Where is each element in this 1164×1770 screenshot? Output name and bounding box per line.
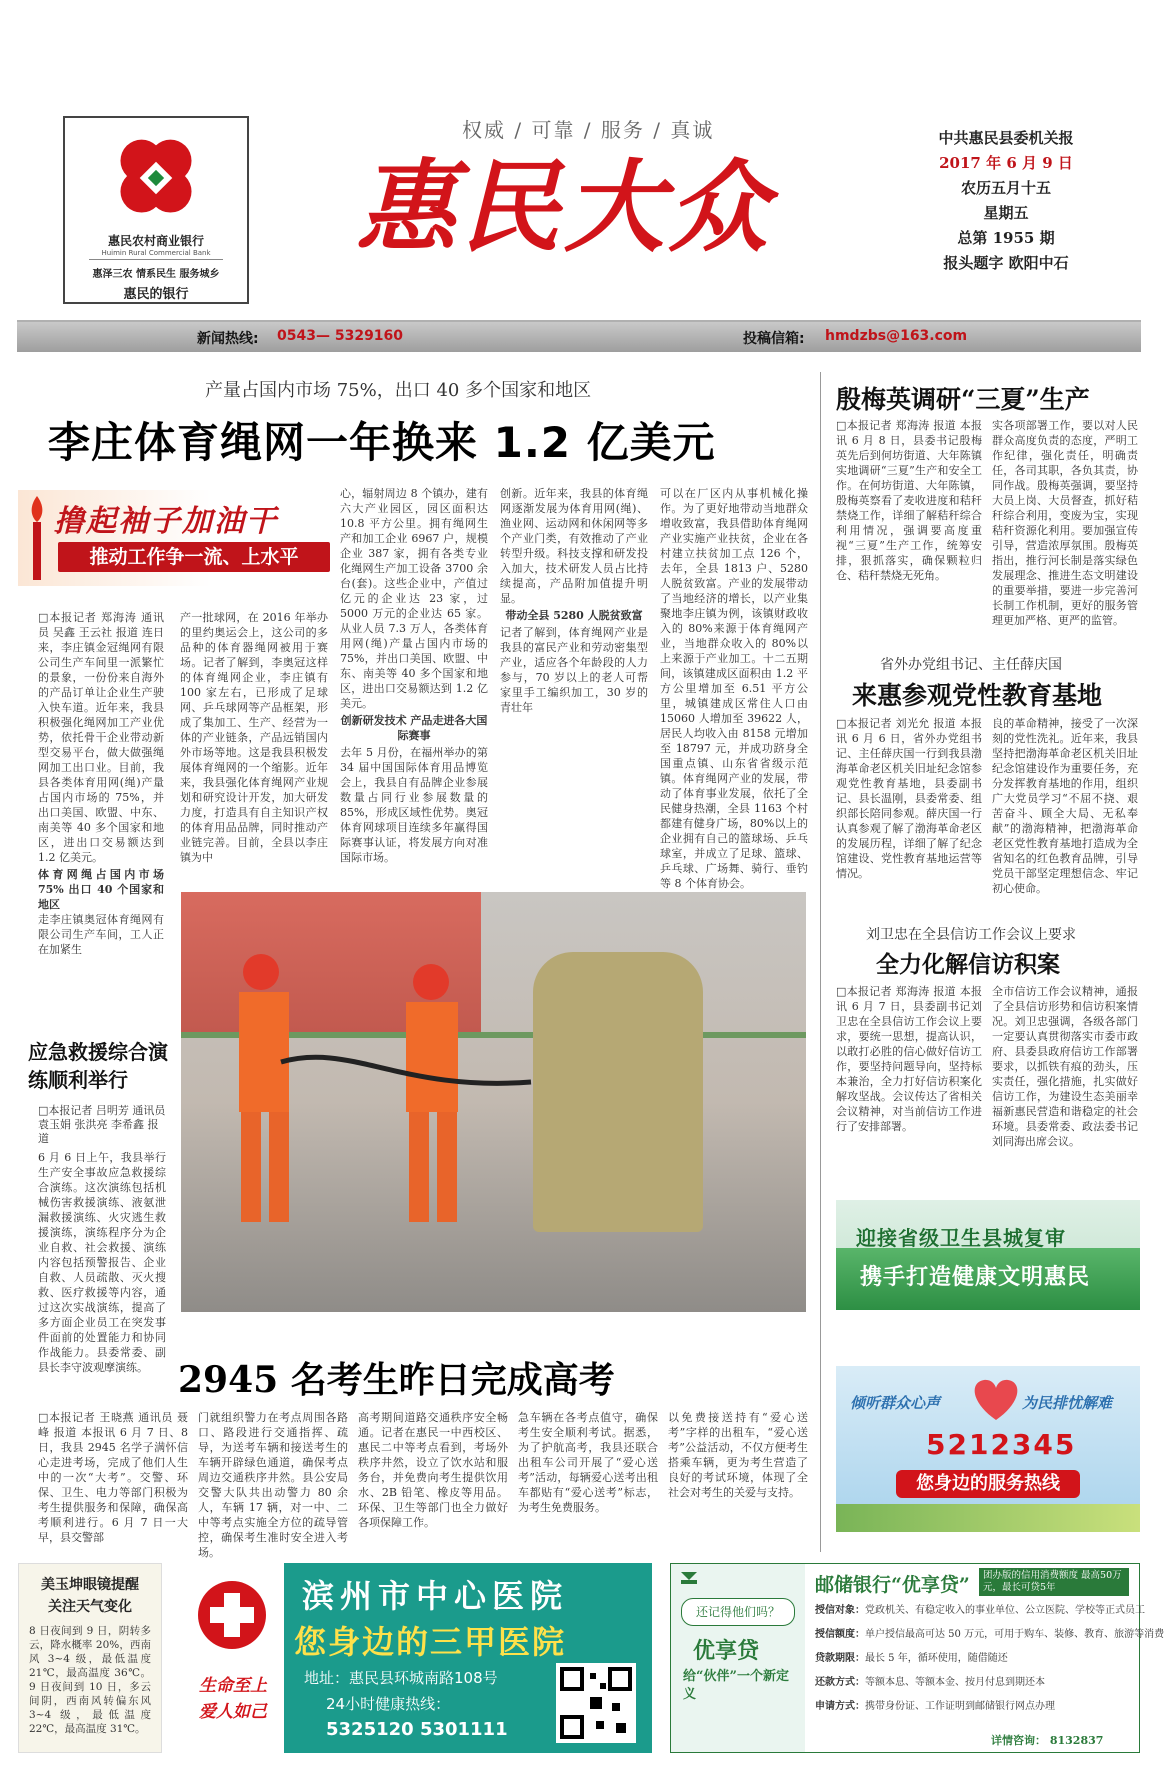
hospital-hotline-label: 24小时健康热线： (326, 1695, 451, 1713)
story-right-2-col-2: 良的革命精神，接受了一次深刻的党性洗礼。近年来，我县坚持把渤海革命老区机关旧址纪念馆建设作为重要任务，充分发挥教育基地的作用，组织广大党员学习“不屈不挠、艰苦奋斗、顾全大局、无私奉献”的渤海精神，把渤海革命老区党性教育基地打造成为全省知名的红色教育品牌，引导党员干部坚定理想信念、牢记初心使命。 (992, 717, 1138, 895)
issue-number: 总第 1955 期 (957, 229, 1055, 247)
drill-headline[interactable]: 应急救援综合演练顺利举行 (28, 1040, 168, 1092)
post-small: 给“伙伴”一个新定义 (683, 1669, 789, 1702)
banner-sub: 推动工作争一流、上水平 (58, 542, 330, 572)
post-row-label: 授信对象： (815, 1605, 865, 1616)
hospital-slogan: 您身边的三甲医院 (294, 1623, 567, 1661)
exam-col-1: □本报记者 王晓燕 通讯员 聂 峰 报道 本报讯 6 月 7 日、8 日，我县 2945 名学子满怀信心走进考场，完成了他们人生中的一次“大考”。交警、环保、卫生、电力等部门积极为考生提供服务和保障，确保高考顺利进行。6 月 7 日一大早，县交警部 (38, 1411, 188, 1544)
drill-byline: □本报记者 吕明芳 通讯员 袁玉娟 张洪亮 李希鑫 报道 (38, 1104, 166, 1145)
lead-col-2: 产一批球网，在 2016 年举办的里约奥运会上，这公司的多品种的体育器绳网被用于赛场。记者了解到，李奥冠这样的体育绳网企业，李庄镇有 100 家左右，已形成了足球网、乒乓球网等产品框架，形成了集加工、生产、经营为一体的产业链条，产品远销国内外市场等地。这是我县积极发展体育绳网的一个缩影。近年来，我县强化体育绳网产业规划和研究设计开发，加大研发力度，打造具有自主知识产权的体育用品品牌，同时推动产业链完善。目前，全县以李庄镇为中 (180, 611, 328, 864)
lead-col-1-end: 走李庄镇奥冠体育绳网有限公司生产车间，工人正在加紧生 (38, 913, 164, 956)
green-ad-line-2: 携手打造健康文明惠民 (860, 1265, 1091, 1290)
hospital-side-text: 生命至上 爱人如己 (199, 1676, 267, 1722)
issue-date: 2017 年 6 月 9 日 (939, 154, 1073, 172)
flower-field (836, 1504, 1140, 1532)
hotline-label: 新闻热线: (197, 331, 259, 347)
publisher: 中共惠民县委机关报 (938, 129, 1074, 147)
post-tag: 团办版的信用消费额度 最高50万元，最长可贷5年 (979, 1568, 1129, 1596)
post-phone[interactable]: 详情咨询： 8132837 (991, 1734, 1104, 1747)
bank-logo-icon (108, 130, 204, 226)
service-hotline-ad[interactable] (836, 1366, 1140, 1532)
exam-headline[interactable]: 2945 名考生昨日完成高考 (178, 1359, 615, 1401)
bank-name: 惠民农村商业银行 (107, 234, 204, 248)
lead-headline[interactable]: 李庄体育绳网一年换来 1.2 亿美元 (48, 418, 716, 467)
lead-col-1-text: □本报记者 郑海涛 通讯员 吴鑫 王云社 报道 连日来，李庄镇金冠绳网有限公司生产车间里一派繁忙的景象，一份份来自海外的产品订单让企业生产驶入快车道。近年来，我县积极强化绳网加工产业优势，依托骨干企业带动新型交易平台，做大做强绳网加工出口业。目前，我县各类体育用网(绳)产量占国内市场的 75%，并出口美国、欧盟、中东、南美等 40 多个国家和地区，进出口交易额达到 1.2 亿美元。 (38, 611, 164, 864)
bank-slogan-2: 惠民的银行 (123, 287, 189, 302)
post-row-label: 贷款期限： (815, 1653, 865, 1664)
hospital-hotline[interactable]: 5325120 5301111 (326, 1719, 508, 1740)
post-question: 还记得他们吗？ (681, 1598, 795, 1626)
lead-col-4-text: 创新。近年来，我县的体育绳网逐渐发展为体育用网(绳)、渔业网、运动网和休闲网等多个产业门类，有效推动了产业转型升级。科技支撑和研发投入加大，技术研发人员占比持续提高，产品附加值提升明显。 (500, 487, 648, 605)
weather-title-1: 美玉坤眼镜提醒 (41, 1577, 139, 1593)
banner-script: 撸起袖子加油干 (54, 504, 278, 539)
weather-body: 8 日夜间到 9 日，阴转多云，降水概率 20%，西南风 3~4 级，最低温度 21℃，最高温度 36℃。9 日夜间到 10 日，多云间阴，西南风转偏东风 3~4 级，最低温度 22℃，最高温度 31℃。 (29, 1625, 151, 1735)
lead-subhead-3: 带动全县 5280 人脱贫致富 (505, 609, 643, 622)
exam-col-5: 以免费接送持有“爱心送考”字样的出租车，“爱心送考”公益活动，不仅方便考生搭乘车辆，更为考生营造了良好的考试环境，体现了全社会对考生的关爱与支持。 (668, 1411, 808, 1499)
blue-ad-left: 倾听群众心声 (850, 1394, 941, 1412)
post-rows (815, 1604, 1164, 1724)
post-row (815, 1604, 1145, 1618)
lead-subhead-1: 体育网绳占国内市场 75% 出口 40 个国家和地区 (38, 868, 164, 911)
bank-ad[interactable] (63, 116, 249, 304)
story-right-2-col-1: □本报记者 刘光允 报道 本报讯 6 月 6 日，省外办党组书记、主任薛庆国一行到我县渤海革命老区机关旧址纪念馆参观党性教育基地，县委副书记、县长温刚，县委常委、组织部长陪同参观。薛庆国一行认真参观了解了渤海革命老区的发展历程，详细了解了纪念馆建设、党性教育基地运营等情况。 (836, 717, 982, 880)
blue-ad-right: 为民排忧解难 (1022, 1394, 1113, 1412)
post-row (815, 1628, 1164, 1642)
issue-info (926, 126, 1086, 276)
lead-col-3-text-b: 去年 5 月份，在福州举办的第 34 届中国国际体育用品博览会上，我县自有品牌企业参展数量占同行业参展数量的 85%，形成区域性优势。奥冠体育网球项目连续多年赢得国际赛事认证，将发展方向对准国际市场。 (340, 746, 488, 864)
bank-name-en: Huimin Rural Commercial Bank (89, 249, 223, 260)
post-brand: 邮储银行“优享贷” (815, 1574, 970, 1596)
contact-bar (17, 320, 1141, 352)
weather-title-2: 关注天气变化 (48, 1599, 132, 1615)
lead-col-1 (38, 610, 164, 956)
drill-photo (181, 892, 806, 1312)
post-row (815, 1700, 1131, 1714)
hospital-cross-icon (196, 1579, 268, 1651)
post-big: 优享贷 (693, 1639, 760, 1664)
post-row-label: 还款方式： (815, 1677, 865, 1688)
health-city-ad[interactable] (836, 1200, 1140, 1310)
story-right-1-col-1: □本报记者 郑海涛 报道 本报讯 6 月 8 日，县委书记殷梅英先后到何坊街道、大年陈镇实地调研“三夏”生产和安全工作。在何坊街道、大年陈镇，殷梅英察看了麦收进度和秸秆禁烧工作，详细了解秸秆综合利用情况，强调要高度重视“三夏”生产工作，统筹安排，狠抓落实，确保颗粒归仓、秸秆禁烧无死角。 (836, 419, 982, 582)
lead-col-4-text-b: 记者了解到，体育绳网产业是我县的富民产业和劳动密集型产业，适应各个年龄段的人力参与，70 岁以上的老人可帮家里手工编织加工，30 岁的青壮年 (500, 626, 648, 714)
exam-col-4: 急车辆在各考点值守，确保考生安全顺利考试。据悉，为了护航高考，我县还联合出租车公司开展了“爱心送考”活动，每辆爱心送考出租车都贴有“爱心送考”标志，为考生免费服务。 (518, 1411, 658, 1514)
story-right-2-headline[interactable]: 来惠参观党性教育基地 (852, 681, 1103, 710)
story-right-3-kicker: 刘卫忠在全县信访工作会议上要求 (866, 927, 1076, 943)
lead-col-5: 可以在厂区内从事机械化操作。为了更好地带动当地群众增收致富，我县借助体育绳网产业实施产业扶贫，企业在各村建立扶贫加工点 126 个，去年，全县 1813 户、5280 人脱贫致富。产业的发展带动了当地经济的增长，以产业集聚地李庄镇为例，该镇财政收入的 80%来源于体育绳网产业，当地群众收入的 80%以上来源于产业加工。十二五期间，该镇建成区面积由 1.2 平方公里增加至 6.51 平方公里，城镇建成区常住人口由 15060 人增加至 39622 人，居民人均收入由 8158 元增加至 18797 元，并成功跻身全国重点镇、山东省省级示范镇。体育绳网产业的发展，带动了体育事业发展，依托了全民健身热潮，全县 1163 个村都建有健身广场，80%以上的企业拥有自己的篮球场、乒乓球室，并成立了足球、篮球、乒乓球、广场舞、骑行、垂钓等 8 个体育协会。 (660, 487, 808, 890)
story-right-1-headline[interactable]: 殷梅英调研“三夏”生产 (836, 385, 1090, 414)
hotline-value[interactable]: 0543— 5329160 (277, 328, 404, 344)
post-row-value: 最长 5 年，循环使用，随借随还 (865, 1653, 1008, 1664)
green-ad-line-1: 迎接省级卫生县城复审 (856, 1226, 1066, 1250)
drill-body: 6 月 6 日上午，我县举行生产安全事故应急救援综合演练。这次演练包括机械伤害救援演练、液氨泄漏救援演练、火灾逃生救援演练，演练程序分为企业自救、社会救援、演练内容包括预警报告、企业自救、人员疏散、灭火搜救、医疗救援等内容，通过这次实战演练，提高了多方面企业员工在突发事件面前的处置能力和协同作战能力。县委常委、副县长李守波观摩演练。 (38, 1151, 166, 1374)
calligraphy-credit: 报头题字 欧阳中石 (943, 254, 1069, 272)
weather-box (18, 1563, 162, 1753)
lead-subhead-2: 创新研发技术 产品走进各大国际赛事 (340, 714, 488, 742)
bank-slogan: 惠泽三农 情系民生 服务城乡 (92, 269, 220, 280)
lead-col-4 (500, 486, 648, 840)
column-divider (820, 372, 821, 1552)
exam-col-2: 门就组织警力在考点周围各路口、路段进行交通指挥、疏导，为送考车辆和接送考生的车辆开辟绿色通道，确保考点周边交通秩序井然。县公安局交警大队共出动警力 80 余人，车辆 17 辆，对一中、二中等考点实施全方位的疏导管控，确保考生准时安全进入考场。 (198, 1411, 348, 1559)
story-right-1-col-2: 实各项部署工作，要以对人民群众高度负责的态度，严明工作纪律，强化责任，明确责任，各司其职，各负其责，协同作战。殷梅英强调，要坚持大员上岗、大员督查，抓好秸秆综合利用，变废为宝，实现秸秆资源化利用。要加强宣传引导，营造浓厚氛围。殷梅英指出，推行河长制是落实绿色发展理念、推进生态文明建设的重要举措，要进一步完善河长制工作机制，更好的服务管理更加严格、更严的监管。 (992, 419, 1138, 627)
exam-col-3: 高考期间道路交通秩序安全畅通。记者在惠民一中西校区、惠民二中等考点看到，考场外秩序井然，设立了饮水站和服务台，并免费向考生提供饮用水、2B 铅笔、橡皮等用品。环保、卫生等部门也全力做好各项保障工作。 (358, 1411, 508, 1529)
story-right-2-kicker: 省外办党组书记、主任薛庆国 (880, 657, 1062, 673)
story-right-3-col-2: 全市信访工作会议精神，通报了全县信访形势和信访积案情况。刘卫忠强调，各级各部门一定要认真贯彻落实市委市政府、县委县政府信访工作部署要求，以抓铁有痕的劲头，压实责任，强化措施，扎实做好信访工作，为建设生态美丽幸福新惠民营造和谐稳定的社会环境。县委常委、政法委书记刘同海出席会议。 (992, 985, 1138, 1148)
blue-ad-sub: 您身边的服务热线 (896, 1470, 1080, 1498)
weekday: 星期五 (983, 204, 1029, 222)
post-row (815, 1676, 1131, 1690)
post-row-value: 等额本息、等额本金、按月付息到期还本 (865, 1677, 1045, 1688)
post-row-label: 授信额度： (815, 1629, 865, 1640)
qr-code-icon[interactable] (556, 1663, 636, 1743)
email-label: 投稿信箱: (743, 331, 805, 347)
email-value[interactable]: hmdzbs@163.com (825, 328, 968, 344)
masthead-tagline: 权威 / 可靠 / 服务 / 真诚 (462, 118, 715, 142)
post-row-value: 党政机关、有稳定收入的事业单位、公立医院、学校等正式员工 (865, 1605, 1145, 1616)
campaign-banner (18, 490, 340, 586)
story-right-3-headline[interactable]: 全力化解信访积案 (876, 951, 1060, 978)
post-row-value: 携带身份证、工作证明到邮储银行网点办理 (865, 1701, 1055, 1712)
press-machine (533, 952, 703, 1232)
hospital-address: 地址：惠民县环城南路108号 (304, 1669, 498, 1687)
lunar-date: 农历五月十五 (960, 179, 1051, 197)
post-row (815, 1652, 1131, 1666)
firefighters-icon (201, 942, 521, 1302)
lead-col-3-text: 心，辐射周边 8 个镇办，建有六大产业园区，园区面积达 10.8 平方公里。拥有绳网生产和加工企业 6967 户，规模企业 387 家，拥有各类专业化绳网生产加工设备 3700 余台(套)。这些企业中，产值过亿元的企业达 23 家，过 5000 万元的企业达 65 家。从业人员 7.3 万人，各类体育用网(绳)产量占国内市场的 75%，并出口美国、欧盟、中东、南美等 40 多个国家和地区，进出口交易额达到 1.2 亿美元。 (340, 487, 488, 710)
post-row-value: 单户授信最高可达 50 万元，可用于购车、装修、教育、旅游等消费 (865, 1629, 1164, 1640)
heart-hands-icon (966, 1374, 1026, 1424)
lead-col-3 (340, 486, 488, 864)
postal-bank-ad[interactable] (670, 1563, 1164, 1753)
torch-icon (22, 494, 52, 582)
blue-ad-number[interactable]: 5212345 (926, 1428, 1077, 1461)
hospital-name: 滨州市中心医院 (302, 1577, 569, 1615)
postal-logo-icon (679, 1570, 699, 1586)
masthead-title: 惠民大众 (356, 148, 772, 266)
story-right-3-col-1: □本报记者 郑海涛 报道 本报讯 6 月 7 日，县委副书记刘卫忠在全县信访工作会议上要求，要统一思想，提高认识，以敢打必胜的信心做好信访工作，要坚持问题导向，坚持标本兼治，全力打好信访积案化解攻坚战。会议传达了省相关会议精神，对当前信访工作进行了安排部署。 (836, 985, 982, 1133)
lead-kicker: 产量占国内市场 75%，出口 40 多个国家和地区 (205, 380, 592, 401)
hospital-ad[interactable] (180, 1563, 652, 1753)
post-row-label: 申请方式： (815, 1701, 865, 1712)
